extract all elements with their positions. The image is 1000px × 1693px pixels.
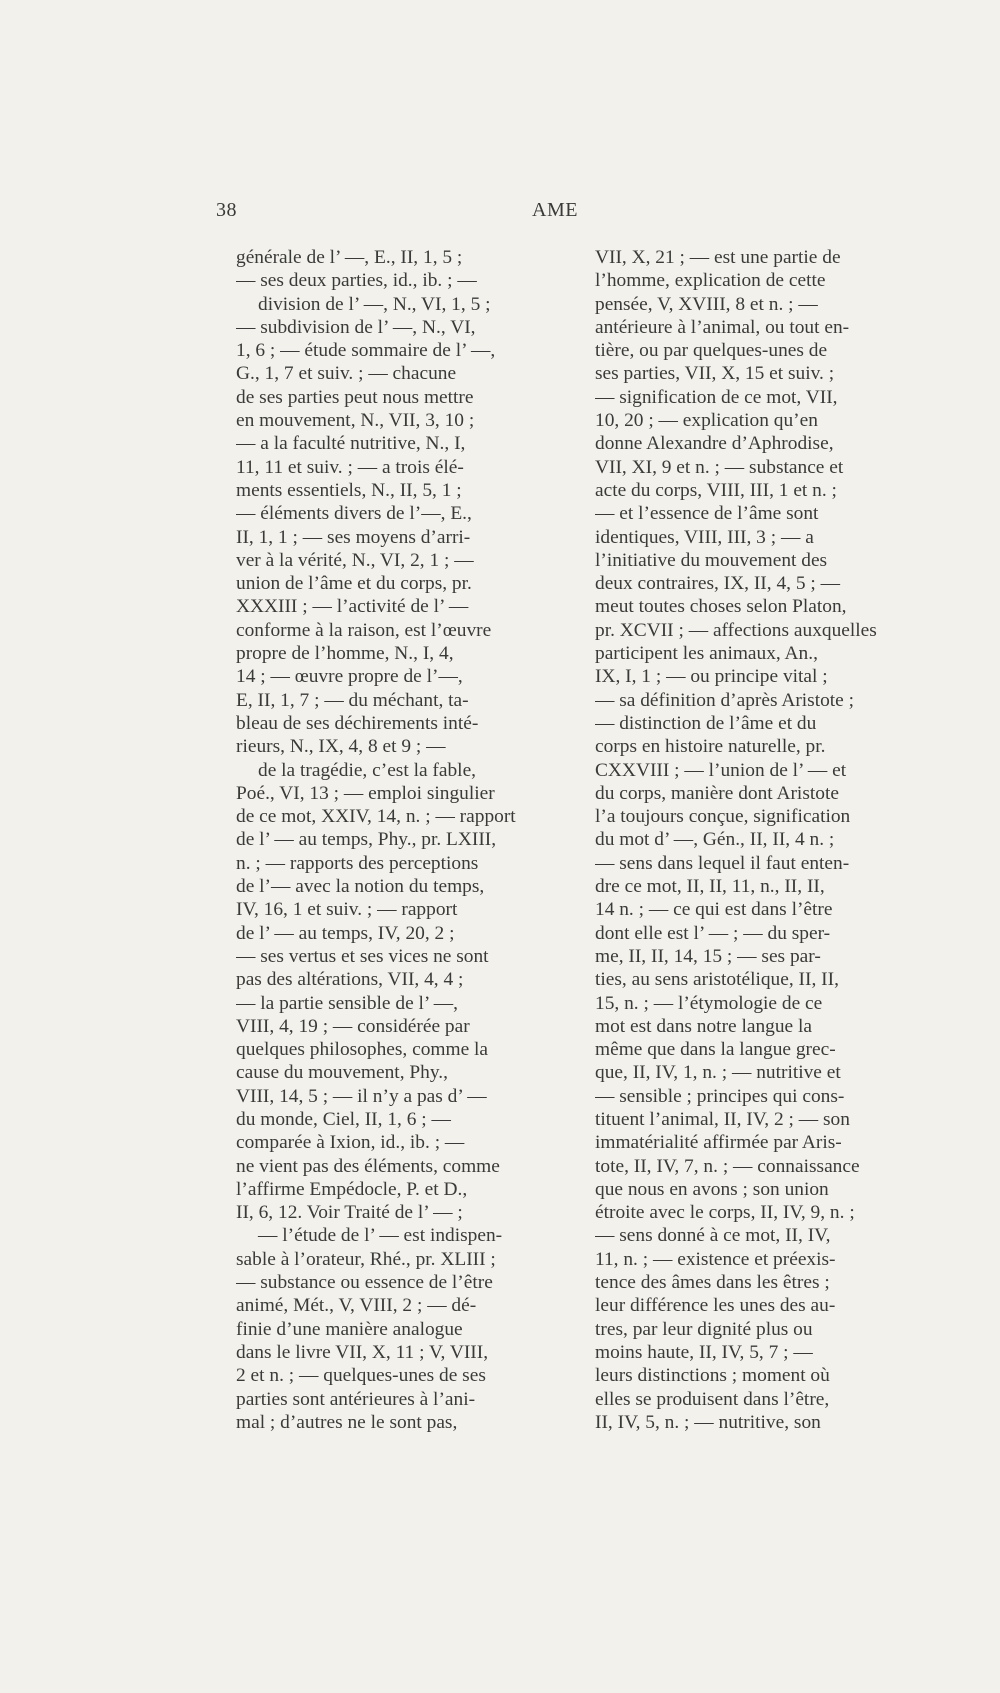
text-line: l’homme, explication de cette xyxy=(595,270,826,292)
text-line: dans le livre VII, X, 11 ; V, VIII, xyxy=(236,1341,489,1363)
text-line: ver à la vérité, N., VI, 2, 1 ; — xyxy=(236,549,474,571)
text-line: CXXVIII ; — l’union de l’ — et xyxy=(595,759,847,781)
text-line: — subdivision de l’ —, N., VI, xyxy=(236,316,476,338)
text-line: 11, 11 et suiv. ; — a trois élé- xyxy=(236,456,464,478)
left-text-column xyxy=(236,246,542,1434)
text-line: antérieure à l’animal, ou tout en- xyxy=(595,316,850,338)
right-text-column xyxy=(595,246,901,1434)
text-line: — a la faculté nutritive, N., I, xyxy=(236,433,466,455)
text-line: IX, I, 1 ; — ou principe vital ; xyxy=(595,666,828,688)
page-number: 38 xyxy=(216,199,237,221)
text-line: de ses parties peut nous mettre xyxy=(236,386,474,408)
text-line: meut toutes choses selon Platon, xyxy=(595,596,847,618)
text-line: dont elle est l’ — ; — du sper- xyxy=(595,922,831,944)
text-line: tituent l’animal, II, IV, 2 ; — son xyxy=(595,1108,850,1130)
text-line: finie d’une manière analogue xyxy=(236,1318,463,1340)
text-line: corps en histoire naturelle, pr. xyxy=(595,736,826,758)
page-header xyxy=(216,199,902,229)
text-line: — ses vertus et ses vices ne sont xyxy=(236,945,489,967)
text-line: G., 1, 7 et suiv. ; — chacune xyxy=(236,363,457,385)
text-line: que, II, IV, 1, n. ; — nutritive et xyxy=(595,1062,841,1084)
text-line: de la tragédie, c’est la fable, xyxy=(258,759,477,781)
text-line: ne vient pas des éléments, comme xyxy=(236,1155,500,1177)
text-line: que nous en avons ; son union xyxy=(595,1178,829,1200)
text-line: tence des âmes dans les êtres ; xyxy=(595,1272,830,1294)
text-line: étroite avec le corps, II, IV, 9, n. ; xyxy=(595,1202,855,1224)
text-line: ses parties, VII, X, 15 et suiv. ; xyxy=(595,363,835,385)
text-line: tote, II, IV, 7, n. ; — connaissance xyxy=(595,1155,860,1177)
text-line: propre de l’homme, N., I, 4, xyxy=(236,643,454,665)
text-line: 1, 6 ; — étude sommaire de l’ —, xyxy=(236,340,496,362)
text-line: tres, par leur dignité plus ou xyxy=(595,1318,813,1340)
text-line: deux contraires, IX, II, 4, 5 ; — xyxy=(595,573,841,595)
text-line: 2 et n. ; — quelques-unes de ses xyxy=(236,1365,486,1387)
text-line: conforme à la raison, est l’œuvre xyxy=(236,619,492,641)
text-line: donne Alexandre d’Aphrodise, xyxy=(595,433,834,455)
text-line: de l’ — au temps, Phy., pr. LXIII, xyxy=(236,829,497,851)
text-line: — sensible ; principes qui cons- xyxy=(595,1085,845,1107)
text-line: l’initiative du mouvement des xyxy=(595,549,828,571)
text-line: l’affirme Empédocle, P. et D., xyxy=(236,1178,468,1200)
text-line: — sens dans lequel il faut enten- xyxy=(595,852,850,874)
text-line: — l’étude de l’ — est indispen- xyxy=(258,1225,503,1247)
text-line: de l’ — au temps, IV, 20, 2 ; xyxy=(236,922,455,944)
text-line: sable à l’orateur, Rhé., pr. XLIII ; xyxy=(236,1248,496,1270)
text-line: acte du corps, VIII, III, 1 et n. ; xyxy=(595,479,837,501)
text-line: de l’— avec la notion du temps, xyxy=(236,876,485,898)
text-line: — distinction de l’âme et du xyxy=(595,712,817,734)
text-line: II, IV, 5, n. ; — nutritive, son xyxy=(595,1411,821,1433)
text-line: comparée à Ixion, id., ib. ; — xyxy=(236,1132,465,1154)
text-line: 15, n. ; — l’étymologie de ce xyxy=(595,992,823,1014)
text-line: l’a toujours conçue, signification xyxy=(595,806,851,828)
text-line: — et l’essence de l’âme sont xyxy=(595,503,819,525)
text-line: VIII, 4, 19 ; — considérée par xyxy=(236,1015,470,1037)
text-line: XXXIII ; — l’activité de l’ — xyxy=(236,596,469,618)
text-line: du monde, Ciel, II, 1, 6 ; — xyxy=(236,1108,451,1130)
text-line: — éléments divers de l’—, E., xyxy=(236,503,472,525)
text-line: quelques philosophes, comme la xyxy=(236,1039,489,1061)
text-line: — sa définition d’après Aristote ; xyxy=(595,689,855,711)
text-line: rieurs, N., IX, 4, 8 et 9 ; — xyxy=(236,736,446,758)
text-line: II, 6, 12. Voir Traité de l’ — ; xyxy=(236,1202,463,1224)
text-line: 11, n. ; — existence et préexis- xyxy=(595,1248,836,1270)
text-line: du corps, manière dont Aristote xyxy=(595,782,839,804)
text-line: participent les animaux, An., xyxy=(595,643,818,665)
text-line: cause du mouvement, Phy., xyxy=(236,1062,448,1084)
text-line: ties, au sens aristotélique, II, II, xyxy=(595,969,839,991)
text-line: de ce mot, XXIV, 14, n. ; — rapport xyxy=(236,806,516,828)
text-line: immatérialité affirmée par Aris- xyxy=(595,1132,842,1154)
text-line: union de l’âme et du corps, pr. xyxy=(236,573,472,595)
text-line: n. ; — rapports des perceptions xyxy=(236,852,479,874)
text-line: 10, 20 ; — explication qu’en xyxy=(595,410,818,432)
text-line: parties sont antérieures à l’ani- xyxy=(236,1388,476,1410)
running-head: AME xyxy=(532,199,578,221)
text-line: VIII, 14, 5 ; — il n’y a pas d’ — xyxy=(236,1085,487,1107)
text-line: pensée, V, XVIII, 8 et n. ; — xyxy=(595,293,818,315)
text-line: bleau de ses déchirements inté- xyxy=(236,712,479,734)
text-line: ments essentiels, N., II, 5, 1 ; xyxy=(236,479,462,501)
text-line: pas des altérations, VII, 4, 4 ; xyxy=(236,969,464,991)
text-line: — signification de ce mot, VII, xyxy=(595,386,838,408)
text-line: elles se produisent dans l’être, xyxy=(595,1388,830,1410)
text-line: tière, ou par quelques-unes de xyxy=(595,340,828,362)
text-line: même que dans la langue grec- xyxy=(595,1039,836,1061)
text-line: du mot d’ —, Gén., II, II, 4 n. ; xyxy=(595,829,835,851)
text-line: — sens donné à ce mot, II, IV, xyxy=(595,1225,831,1247)
text-line: mal ; d’autres ne le sont pas, xyxy=(236,1411,458,1433)
text-line: — substance ou essence de l’être xyxy=(236,1272,493,1294)
text-line: — ses deux parties, id., ib. ; — xyxy=(236,270,477,292)
text-line: E, II, 1, 7 ; — du méchant, ta- xyxy=(236,689,469,711)
text-line: en mouvement, N., VII, 3, 10 ; xyxy=(236,410,475,432)
text-line: division de l’ —, N., VI, 1, 5 ; xyxy=(258,293,491,315)
text-line: générale de l’ —, E., II, 1, 5 ; xyxy=(236,247,463,268)
text-line: leur différence les unes des au- xyxy=(595,1295,836,1317)
text-line: Poé., VI, 13 ; — emploi singulier xyxy=(236,782,495,804)
text-line: VII, XI, 9 et n. ; — substance et xyxy=(595,456,844,478)
text-line: leurs distinctions ; moment où xyxy=(595,1365,830,1387)
text-line: animé, Mét., V, VIII, 2 ; — dé- xyxy=(236,1295,477,1317)
text-line: identiques, VIII, III, 3 ; — a xyxy=(595,526,814,548)
text-line: VII, X, 21 ; — est une partie de xyxy=(595,247,841,268)
text-line: — la partie sensible de l’ —, xyxy=(236,992,459,1014)
text-line: pr. XCVII ; — affections auxquelles xyxy=(595,619,877,641)
text-line: 14 n. ; — ce qui est dans l’être xyxy=(595,899,833,921)
text-line: mot est dans notre langue la xyxy=(595,1015,813,1037)
text-line: me, II, II, 14, 15 ; — ses par- xyxy=(595,945,821,967)
text-line: moins haute, II, IV, 5, 7 ; — xyxy=(595,1341,813,1363)
text-line: IV, 16, 1 et suiv. ; — rapport xyxy=(236,899,458,921)
text-line: 14 ; — œuvre propre de l’—, xyxy=(236,666,463,688)
text-line: II, 1, 1 ; — ses moyens d’arri- xyxy=(236,526,471,548)
text-line: dre ce mot, II, II, 11, n., II, II, xyxy=(595,876,825,898)
